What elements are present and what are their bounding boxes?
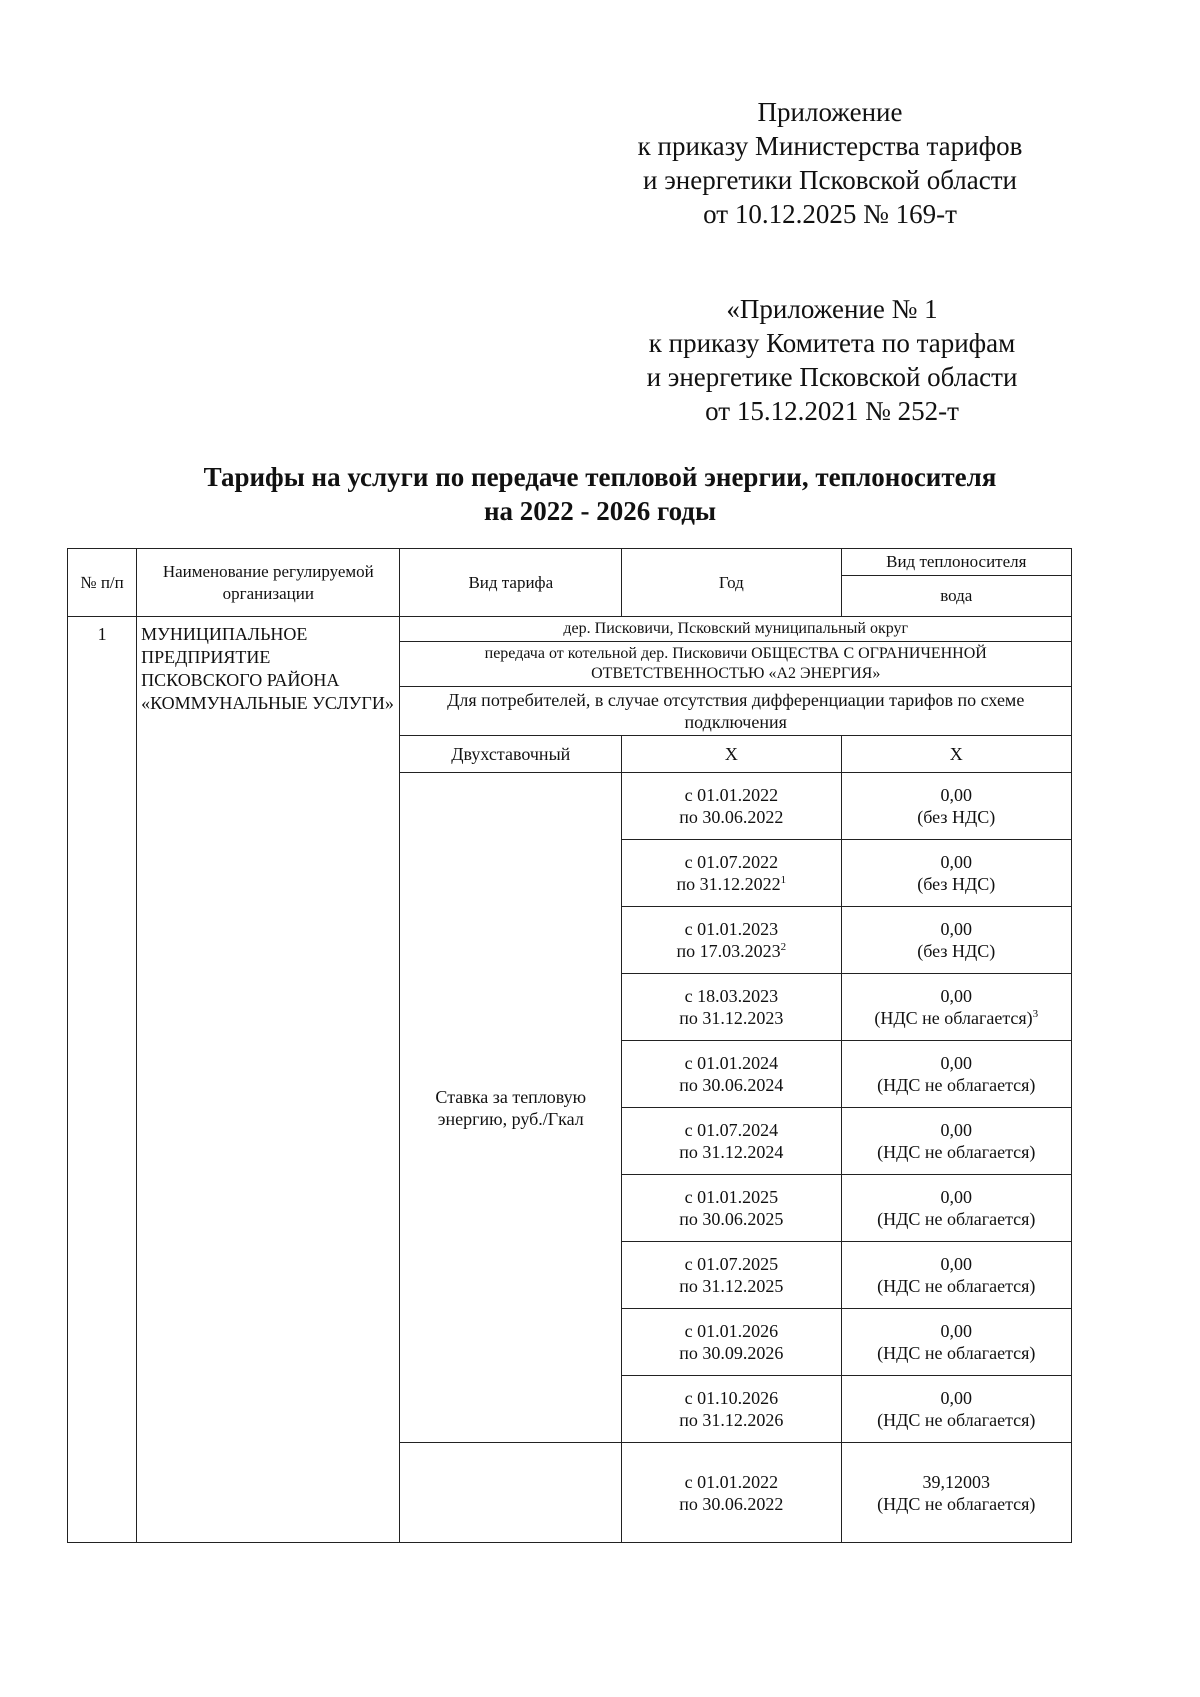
tariff-value: 0,00 <box>940 1120 973 1140</box>
footnote-mark: 3 <box>1032 1008 1039 1020</box>
period-from: с 01.01.2024 <box>684 1053 779 1073</box>
title-line: на 2022 - 2026 годы <box>483 496 717 526</box>
tax-note: (НДС не облагается) <box>877 1276 1036 1296</box>
period-to: по 31.12.2022 <box>676 874 781 894</box>
appendix-line: и энергетики Псковской области <box>643 165 1017 195</box>
period-to: по 31.12.2023 <box>679 1008 784 1028</box>
period-from: с 01.01.2025 <box>684 1187 779 1207</box>
period-from: с 01.07.2022 <box>684 852 779 872</box>
period-dates <box>622 1041 841 1108</box>
transfer-source: передача от котельной дер. Писковичи ОБЩЕСТВА С ОГРАНИЧЕННОЙ ОТВЕТСТВЕННОСТЬЮ «А2 ЭНЕРГИЯ» <box>400 642 1072 687</box>
tariff-value: 0,00 <box>940 986 973 1006</box>
document-title <box>155 460 1045 528</box>
two-part-label: Двухставочный <box>400 736 622 773</box>
next-section-label <box>400 1443 622 1543</box>
tariff-value: 0,00 <box>940 1388 973 1408</box>
row-number: 1 <box>68 617 137 1543</box>
tax-note: (НДС не облагается) <box>877 1075 1036 1095</box>
tariff-value: 0,00 <box>940 1254 973 1274</box>
tariff-value: 0,00 <box>940 919 973 939</box>
location-row <box>68 617 1072 642</box>
appendix-line: от 15.12.2021 № 252-т <box>705 396 959 426</box>
period-dates <box>622 907 841 974</box>
tax-note: (НДС не облагается) <box>877 1493 1036 1514</box>
organization-name: МУНИЦИПАЛЬНОЕ ПРЕДПРИЯТИЕ ПСКОВСКОГО РАЙОНА «КОММУНАЛЬНЫЕ УСЛУГИ» <box>137 617 400 1543</box>
appendix-line: «Приложение № 1 <box>726 294 938 324</box>
consumers-note: Для потребителей, в случае отсутствия дифференциации тарифов по схеме подключения <box>400 687 1072 736</box>
tax-note: (НДС не облагается) <box>877 1142 1036 1162</box>
period-from: с 01.01.2026 <box>684 1321 779 1341</box>
period-from: с 01.10.2026 <box>684 1388 779 1408</box>
header-water: вода <box>841 576 1071 617</box>
header-carrier: Вид теплоносителя <box>841 549 1071 576</box>
period-tariff <box>841 1376 1071 1443</box>
period-from: с 01.07.2024 <box>684 1120 779 1140</box>
appendix-line: к приказу Министерства тарифов <box>637 131 1023 161</box>
two-part-year: Х <box>622 736 841 773</box>
period-tariff <box>841 974 1071 1041</box>
period-to: по 30.06.2022 <box>679 1493 784 1514</box>
period-dates <box>622 1376 841 1443</box>
two-part-value: Х <box>841 736 1071 773</box>
tax-note: (НДС не облагается) <box>877 1410 1036 1430</box>
tariff-value: 0,00 <box>940 785 973 805</box>
period-from: с 18.03.2023 <box>684 986 779 1006</box>
period-from: с 01.07.2025 <box>684 1254 779 1274</box>
header-row <box>68 549 1072 576</box>
tariff-value: 0,00 <box>940 1053 973 1073</box>
title-line: Тарифы на услуги по передаче тепловой энергии, теплоносителя <box>203 462 997 492</box>
period-tariff <box>841 1041 1071 1108</box>
location: дер. Писковичи, Псковский муниципальный округ <box>400 617 1072 642</box>
period-tariff <box>841 840 1071 907</box>
period-tariff <box>841 907 1071 974</box>
period-to: по 30.06.2025 <box>679 1209 784 1229</box>
tax-note: (НДС не облагается) <box>874 1008 1033 1028</box>
period-tariff <box>841 1309 1071 1376</box>
appendix-1-header <box>612 292 1052 428</box>
appendix-line: к приказу Комитета по тарифам <box>648 328 1016 358</box>
period-to: по 31.12.2024 <box>679 1142 784 1162</box>
tariff-value: 39,12003 <box>922 1471 991 1492</box>
tariff-value: 0,00 <box>940 1187 973 1207</box>
tax-note: (НДС не облагается) <box>877 1343 1036 1363</box>
tax-note: (без НДС) <box>917 807 996 827</box>
period-dates <box>622 840 841 907</box>
period-dates <box>622 773 841 840</box>
footnote-mark: 1 <box>780 874 787 886</box>
tax-note: (без НДС) <box>917 874 996 894</box>
appendix-line: от 10.12.2025 № 169-т <box>703 199 957 229</box>
period-to: по 30.06.2024 <box>679 1075 784 1095</box>
header-org: Наименование регулируемой организации <box>137 549 400 617</box>
period-tariff <box>841 773 1071 840</box>
period-from: с 01.01.2022 <box>684 1471 779 1492</box>
period-to: по 17.03.2023 <box>676 941 781 961</box>
period-tariff <box>841 1175 1071 1242</box>
header-year: Год <box>622 549 841 617</box>
period-from: с 01.01.2023 <box>684 919 779 939</box>
period-dates <box>622 1443 841 1543</box>
heat-rate-label: Ставка за тепловую энергию, руб./Гкал <box>400 773 622 1443</box>
tariff-table <box>67 548 1072 1543</box>
period-from: с 01.01.2022 <box>684 785 779 805</box>
period-to: по 30.06.2022 <box>679 807 784 827</box>
period-dates <box>622 1242 841 1309</box>
appendix-line: и энергетике Псковской области <box>646 362 1018 392</box>
tax-note: (НДС не облагается) <box>877 1209 1036 1229</box>
period-to: по 30.09.2026 <box>679 1343 784 1363</box>
tariff-value: 0,00 <box>940 1321 973 1341</box>
tariff-value: 0,00 <box>940 852 973 872</box>
appendix-line: Приложение <box>757 97 903 127</box>
header-tariff-type: Вид тарифа <box>400 549 622 617</box>
period-tariff <box>841 1242 1071 1309</box>
period-dates <box>622 974 841 1041</box>
period-to: по 31.12.2025 <box>679 1276 784 1296</box>
period-dates <box>622 1309 841 1376</box>
period-dates <box>622 1108 841 1175</box>
header-num: № п/п <box>68 549 137 617</box>
period-dates <box>622 1175 841 1242</box>
period-tariff <box>841 1108 1071 1175</box>
tax-note: (без НДС) <box>917 941 996 961</box>
period-to: по 31.12.2026 <box>679 1410 784 1430</box>
footnote-mark: 2 <box>780 941 787 953</box>
appendix-header <box>610 95 1050 231</box>
period-tariff <box>841 1443 1071 1543</box>
